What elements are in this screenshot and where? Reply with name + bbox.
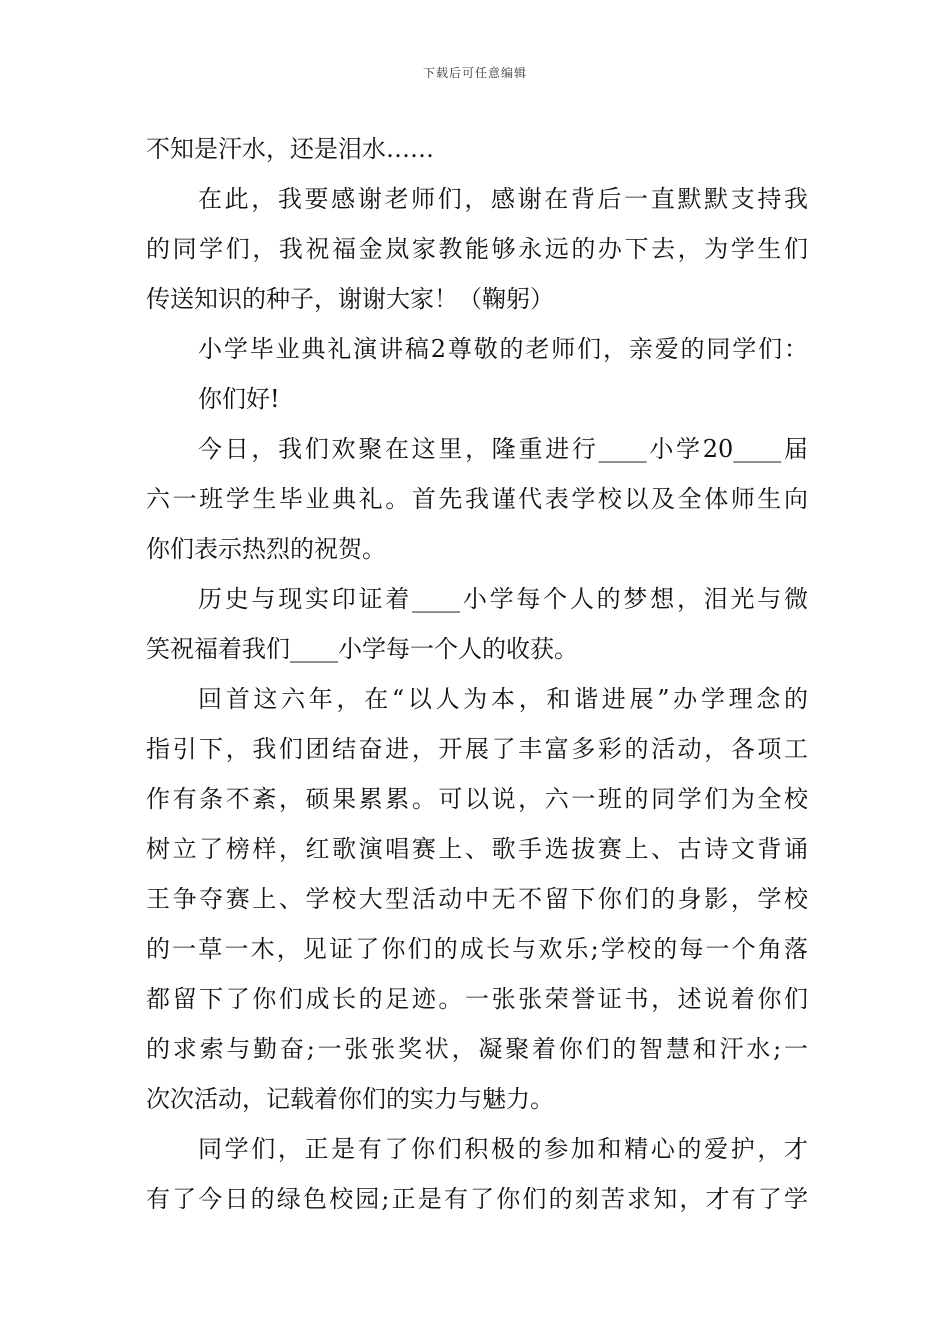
text-line: 六一班学生毕业典礼。首先我谨代表学校以及全体师生向 — [146, 485, 808, 513]
text-line: 你们表示热烈的祝贺。 — [146, 535, 386, 563]
text-line: 回首这六年，在“以人为本，和谐进展”办学理念的 — [198, 685, 808, 713]
text-line: 历史与现实印证着____小学每个人的梦想，泪光与微 — [198, 585, 808, 613]
document-body — [146, 124, 808, 1224]
text-line: 树立了榜样，红歌演唱赛上、歌手选拔赛上、古诗文背诵 — [146, 835, 808, 863]
text-line: 不知是汗水，还是泪水…… — [146, 135, 434, 163]
text-line: 同学们，正是有了你们积极的参加和精心的爱护，才 — [198, 1135, 808, 1163]
page-header: 下载后可任意编辑 — [422, 66, 527, 80]
text-line: 有了今日的绿色校园;正是有了你们的刻苦求知，才有了学 — [146, 1185, 808, 1213]
text-line: 次次活动，记载着你们的实力与魅力。 — [146, 1085, 554, 1113]
text-line: 在此，我要感谢老师们，感谢在背后一直默默支持我 — [198, 185, 808, 213]
text-line: 王争夺赛上、学校大型活动中无不留下你们的身影，学校 — [146, 885, 808, 913]
text-line: 指引下，我们团结奋进，开展了丰富多彩的活动，各项工 — [146, 735, 808, 763]
text-line: 作有条不紊，硕果累累。可以说，六一班的同学们为全校 — [146, 785, 808, 813]
text-line: 的同学们，我祝福金岚家教能够永远的办下去，为学生们 — [146, 235, 808, 263]
text-line: 小学毕业典礼演讲稿2尊敬的老师们，亲爱的同学们： — [198, 335, 808, 363]
text-line: 都留下了你们成长的足迹。一张张荣誉证书，述说着你们 — [146, 985, 808, 1013]
text-line: 笑祝福着我们____小学每一个人的收获。 — [146, 635, 578, 663]
text-line: 今日，我们欢聚在这里，隆重进行____小学20____届 — [198, 435, 808, 463]
text-line: 传送知识的种子，谢谢大家！（鞠躬） — [146, 285, 554, 313]
text-line: 的一草一木，见证了你们的成长与欢乐;学校的每一个角落 — [146, 935, 808, 963]
text-line: 你们好! — [198, 385, 280, 413]
text-line: 的求索与勤奋;一张张奖状，凝聚着你们的智慧和汗水;一 — [146, 1035, 808, 1063]
